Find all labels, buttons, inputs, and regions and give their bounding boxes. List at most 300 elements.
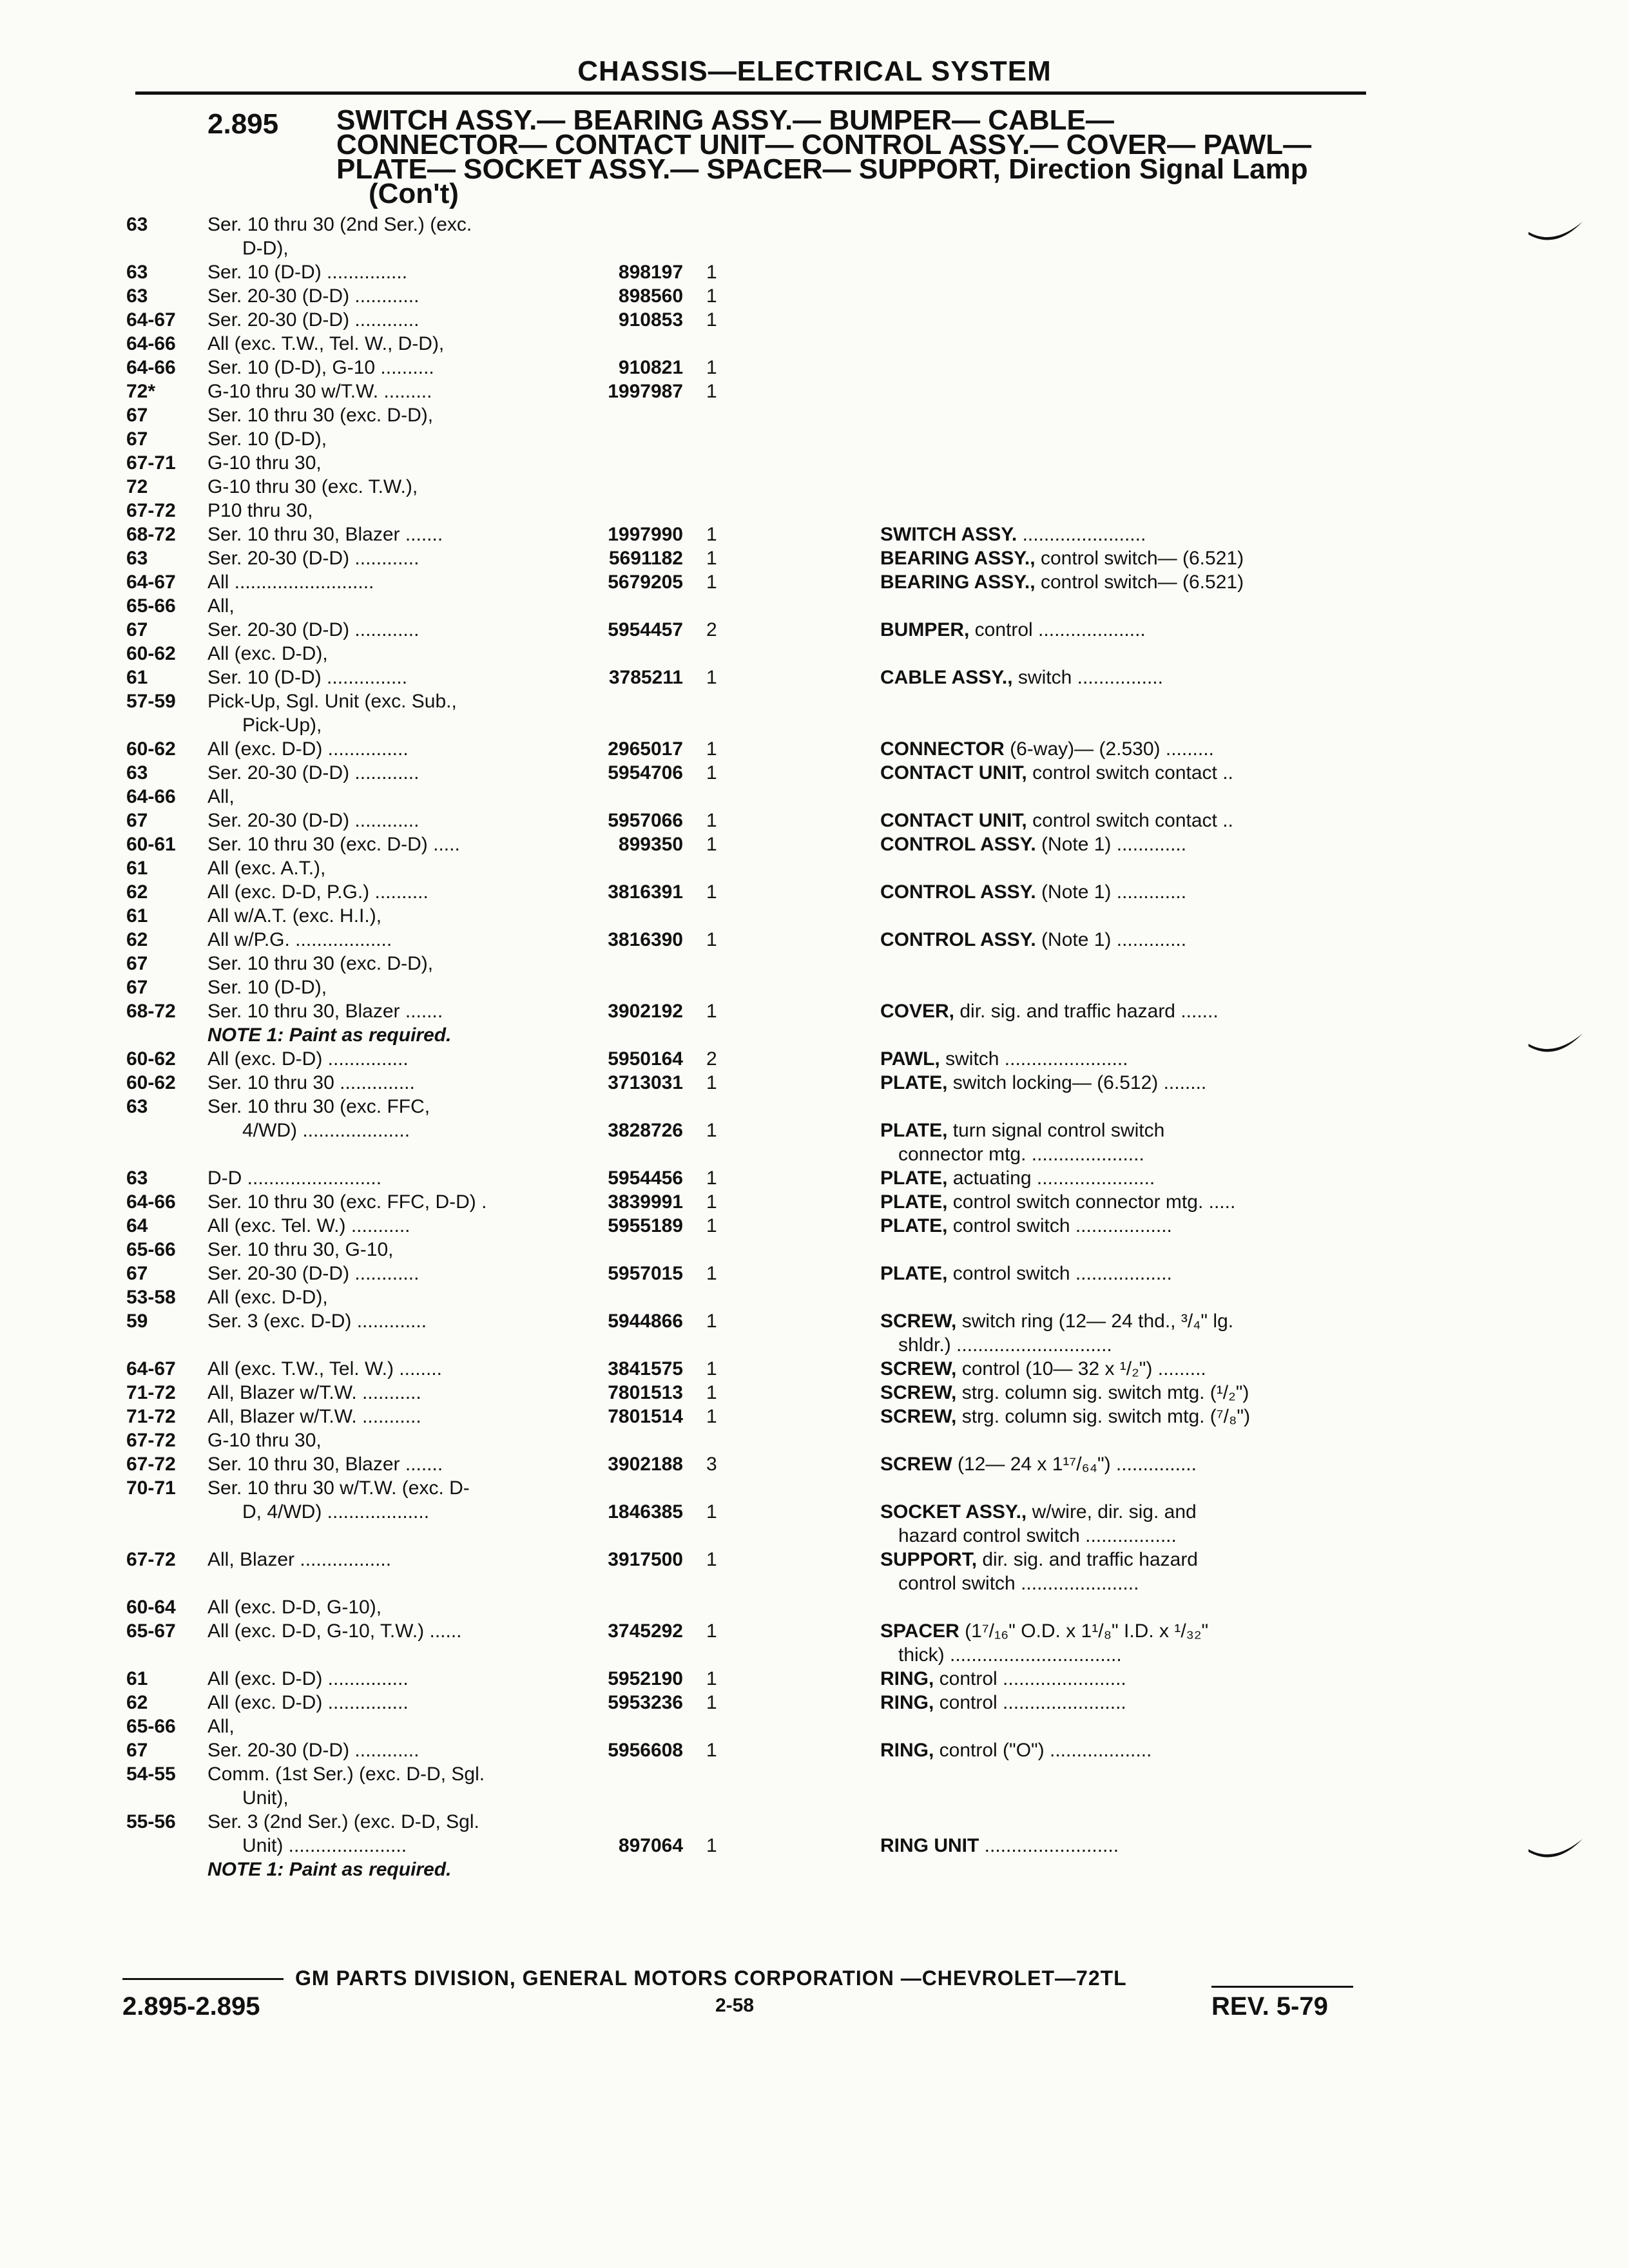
part-number: 3816391: [608, 881, 683, 903]
model-years: 62: [126, 881, 148, 903]
quantity: 1: [706, 1358, 717, 1379]
table-row: [0, 1166, 1629, 1190]
model-years: 63: [126, 548, 148, 569]
application-description: All w/P.G. ..................: [207, 929, 392, 950]
table-row: [0, 999, 1629, 1023]
table-row: [0, 1142, 1629, 1166]
table-row: [0, 1476, 1629, 1500]
table-row: [0, 1691, 1629, 1715]
part-name-detail: .........................: [979, 1835, 1119, 1856]
part-name-detail: control switch ..................: [947, 1263, 1172, 1284]
section-title-line: CONNECTOR— CONTACT UNIT— CONTROL ASSY.— COVER— PAWL—: [336, 129, 1312, 160]
table-row: [0, 236, 1629, 260]
part-name-detail: dir. sig. and traffic hazard: [977, 1549, 1198, 1570]
part-name-primary: SCREW,: [880, 1358, 957, 1379]
table-row: [0, 1285, 1629, 1309]
table-row: [0, 880, 1629, 904]
part-name-detail: (Note 1) .............: [1036, 834, 1187, 855]
model-years: 68-72: [126, 524, 176, 545]
part-number: 3785211: [608, 667, 683, 688]
quantity: 1: [706, 1168, 717, 1189]
application-description: All (exc. D-D) ...............: [207, 1692, 409, 1713]
application-description: Ser. 10 thru 30 (exc. D-D) .....: [207, 834, 460, 855]
application-description: Ser. 10 thru 30, G-10,: [207, 1239, 394, 1260]
part-name: [898, 1571, 1369, 1595]
model-years: 71-72: [126, 1406, 176, 1427]
quantity: 1: [706, 1120, 717, 1141]
footer-rule-right: [1211, 1986, 1353, 1988]
part-name: [880, 1619, 1351, 1643]
model-years: 67-72: [126, 1430, 176, 1451]
part-name: [880, 1500, 1351, 1524]
note-text: NOTE 1: Paint as required.: [207, 1024, 452, 1046]
part-number: 5954457: [608, 619, 683, 640]
application-description: G-10 thru 30 w/T.W. .........: [207, 381, 432, 402]
part-number: 898560: [618, 285, 683, 307]
part-name-detail: control switch ......................: [898, 1573, 1139, 1594]
application-description: Ser. 20-30 (D-D) ............: [207, 548, 419, 569]
part-name: [898, 1643, 1369, 1667]
part-name: [880, 570, 1351, 594]
model-years: 64-67: [126, 309, 176, 331]
part-number: 899350: [618, 834, 683, 855]
table-row: [0, 403, 1629, 427]
part-name: [880, 1119, 1351, 1142]
table-row: [0, 928, 1629, 952]
table-row: [0, 666, 1629, 689]
model-years: 60-62: [126, 1048, 176, 1070]
model-years: 64-66: [126, 357, 176, 378]
part-name-detail: .......................: [1017, 524, 1146, 545]
table-row: [0, 1190, 1629, 1214]
application-description: Ser. 10 (D-D),: [207, 977, 327, 998]
binder-mark-icon: [1527, 1031, 1585, 1063]
application-description: All (exc. D-D) ...............: [207, 1668, 409, 1689]
part-name-primary: CONNECTOR: [880, 738, 1005, 760]
application-description: Unit) ......................: [242, 1835, 407, 1856]
model-years: 57-59: [126, 691, 176, 712]
quantity: 1: [706, 309, 717, 331]
quantity: 2: [706, 619, 717, 640]
table-row: [0, 1428, 1629, 1452]
model-years: 63: [126, 285, 148, 307]
application-description: D, 4/WD) ...................: [242, 1501, 430, 1523]
part-number: 910821: [618, 357, 683, 378]
table-row: [0, 809, 1629, 832]
model-years: 67: [126, 810, 148, 831]
model-years: 60-62: [126, 738, 176, 760]
application-description: All (exc. T.W., Tel. W.) ........: [207, 1358, 442, 1379]
quantity: 1: [706, 1692, 717, 1713]
part-name-detail: control .......................: [934, 1668, 1126, 1689]
application-description: All (exc. D-D),: [207, 643, 328, 664]
part-name: [880, 1309, 1351, 1333]
application-description: All,: [207, 595, 235, 617]
model-years: 67: [126, 1740, 148, 1761]
part-number: 5954706: [608, 762, 683, 783]
table-row: [0, 1571, 1629, 1595]
quantity: 1: [706, 834, 717, 855]
quantity: 1: [706, 1382, 717, 1403]
application-description: P10 thru 30,: [207, 500, 313, 521]
quantity: 1: [706, 667, 717, 688]
part-name: [880, 1738, 1351, 1762]
part-name: [898, 1142, 1369, 1166]
part-name-primary: SOCKET ASSY.,: [880, 1501, 1027, 1523]
table-row: [0, 1715, 1629, 1738]
part-number: 898197: [618, 262, 683, 283]
quantity: 3: [706, 1454, 717, 1475]
model-years: 67-72: [126, 1549, 176, 1570]
quantity: 1: [706, 738, 717, 760]
quantity: 2: [706, 1048, 717, 1070]
application-description: All, Blazer .................: [207, 1549, 392, 1570]
section-title-line: PLATE— SOCKET ASSY.— SPACER— SUPPORT, Direction Signal Lamp: [336, 153, 1308, 185]
table-row: [0, 618, 1629, 642]
part-name-detail: switch .......................: [940, 1048, 1128, 1070]
part-name-detail: shldr.) .............................: [898, 1334, 1112, 1356]
table-row: [0, 356, 1629, 380]
part-number: 5955189: [608, 1215, 683, 1236]
model-years: 67: [126, 953, 148, 974]
part-name-primary: CONTACT UNIT,: [880, 810, 1027, 831]
part-name-primary: BEARING ASSY.,: [880, 572, 1036, 593]
model-years: 65-66: [126, 1239, 176, 1260]
table-row: [0, 1119, 1629, 1142]
application-description: All, Blazer w/T.W. ...........: [207, 1382, 421, 1403]
table-row: [0, 642, 1629, 666]
part-name: [880, 1381, 1351, 1405]
model-years: 64-67: [126, 1358, 176, 1379]
table-row: [0, 570, 1629, 594]
part-name-primary: CABLE ASSY.,: [880, 667, 1013, 688]
part-name-detail: dir. sig. and traffic hazard .......: [954, 1001, 1219, 1022]
table-row: [0, 1548, 1629, 1571]
application-description: Ser. 10 thru 30 (exc. FFC, D-D) .: [207, 1191, 487, 1213]
part-number: 5954456: [608, 1168, 683, 1189]
quantity: 1: [706, 1668, 717, 1689]
part-name-detail: (Note 1) .............: [1036, 881, 1187, 903]
table-row: [0, 1452, 1629, 1476]
quantity: 1: [706, 381, 717, 402]
model-years: 61: [126, 1668, 148, 1689]
application-description: Ser. 3 (2nd Ser.) (exc. D-D, Sgl.: [207, 1811, 479, 1832]
table-row: [0, 308, 1629, 332]
application-description: Ser. 10 thru 30 (2nd Ser.) (exc.: [207, 214, 472, 235]
part-name: [898, 1333, 1369, 1357]
part-number: 5950164: [608, 1048, 683, 1070]
binder-mark-icon: [1527, 219, 1585, 251]
part-name-detail: turn signal control switch: [947, 1120, 1165, 1141]
table-row: [0, 761, 1629, 785]
model-years: 62: [126, 1692, 148, 1713]
part-name: [880, 1262, 1351, 1285]
part-name-detail: control .......................: [934, 1692, 1126, 1713]
application-description: Unit),: [242, 1787, 289, 1809]
quantity: 1: [706, 1001, 717, 1022]
model-years: 60-62: [126, 643, 176, 664]
table-row: [0, 785, 1629, 809]
section-title: [336, 104, 1380, 209]
table-row: [0, 1524, 1629, 1548]
table-row: [0, 1023, 1629, 1047]
part-name: [880, 1691, 1351, 1715]
application-description: Ser. 10 (D-D), G-10 ..........: [207, 357, 434, 378]
part-name: [880, 1667, 1351, 1691]
model-years: 62: [126, 929, 148, 950]
section-title-line: (Con't): [369, 178, 459, 209]
application-description: Pick-Up, Sgl. Unit (exc. Sub.,: [207, 691, 457, 712]
model-years: 72*: [126, 381, 156, 402]
table-row: [0, 952, 1629, 975]
part-name: [880, 928, 1351, 952]
model-years: 60-61: [126, 834, 176, 855]
table-row: [0, 1214, 1629, 1238]
table-row: [0, 1667, 1629, 1691]
quantity: 1: [706, 357, 717, 378]
application-description: G-10 thru 30,: [207, 452, 322, 474]
model-years: 60-62: [126, 1072, 176, 1093]
application-description: Ser. 10 thru 30, Blazer .......: [207, 524, 443, 545]
part-name-detail: control switch— (6.521): [1035, 548, 1244, 569]
part-name-detail: control switch— (6.521): [1035, 572, 1244, 593]
quantity: 1: [706, 1215, 717, 1236]
application-description: D-D .........................: [207, 1168, 382, 1189]
application-description: Ser. 20-30 (D-D) ............: [207, 1740, 419, 1761]
table-row: [0, 1357, 1629, 1381]
model-years: 71-72: [126, 1382, 176, 1403]
model-years: 67: [126, 619, 148, 640]
table-row: [0, 260, 1629, 284]
application-description: All, Blazer w/T.W. ...........: [207, 1406, 421, 1427]
quantity: 1: [706, 1549, 717, 1570]
part-number: 7801513: [608, 1382, 683, 1403]
table-row: [0, 856, 1629, 880]
table-row: [0, 1262, 1629, 1285]
part-name-detail: (6-way)— (2.530) .........: [1004, 738, 1214, 760]
table-row: [0, 1333, 1629, 1357]
part-number: 3917500: [608, 1549, 683, 1570]
quantity: 1: [706, 1263, 717, 1284]
part-name: [898, 1524, 1369, 1548]
part-name: [880, 618, 1351, 642]
part-name-detail: strg. column sig. switch mtg. (¹/₂"): [956, 1382, 1249, 1403]
table-row: [0, 713, 1629, 737]
part-name-primary: SCREW,: [880, 1311, 957, 1332]
part-number: 5944866: [608, 1311, 683, 1332]
quantity: 1: [706, 762, 717, 783]
model-years: 63: [126, 1096, 148, 1117]
table-row: [0, 594, 1629, 618]
part-name-primary: RING,: [880, 1668, 934, 1689]
part-name-primary: SCREW,: [880, 1406, 957, 1427]
application-description: Ser. 10 (D-D),: [207, 428, 327, 450]
table-row: [0, 427, 1629, 451]
part-number: 3902192: [608, 1001, 683, 1022]
part-name: [880, 1548, 1351, 1571]
table-row: [0, 475, 1629, 499]
application-description: Comm. (1st Ser.) (exc. D-D, Sgl.: [207, 1763, 485, 1785]
note-text: NOTE 1: Paint as required.: [207, 1859, 452, 1880]
model-years: 72: [126, 476, 148, 497]
part-name-detail: hazard control switch .................: [898, 1525, 1177, 1546]
application-description: Ser. 20-30 (D-D) ............: [207, 619, 419, 640]
application-description: All (exc. Tel. W.) ...........: [207, 1215, 410, 1236]
part-number: 5956608: [608, 1740, 683, 1761]
model-years: 68-72: [126, 1001, 176, 1022]
part-name-primary: RING,: [880, 1692, 934, 1713]
part-name: [880, 1357, 1351, 1381]
application-description: Ser. 10 thru 30 w/T.W. (exc. D-: [207, 1477, 470, 1499]
table-row: [0, 1238, 1629, 1262]
model-years: 64-66: [126, 786, 176, 807]
model-years: 61: [126, 905, 148, 927]
table-row: [0, 975, 1629, 999]
table-row: [0, 1500, 1629, 1524]
footer-page-number: 2-58: [715, 1995, 755, 2016]
part-name-detail: control switch connector mtg. .....: [947, 1191, 1236, 1213]
part-name-detail: control switch ..................: [947, 1215, 1172, 1236]
part-name-detail: connector mtg. .....................: [898, 1144, 1144, 1165]
part-name-detail: control switch contact ..: [1027, 810, 1233, 831]
table-row: [0, 1405, 1629, 1428]
table-row: [0, 284, 1629, 308]
part-name-detail: (Note 1) .............: [1036, 929, 1187, 950]
part-number: 3839991: [608, 1191, 683, 1213]
application-description: All (exc. T.W., Tel. W., D-D),: [207, 333, 445, 354]
part-name-primary: PLATE,: [880, 1168, 948, 1189]
part-number: 5679205: [608, 572, 683, 593]
part-name: [880, 737, 1351, 761]
model-years: 64-66: [126, 1191, 176, 1213]
application-description: All (exc. D-D, G-10),: [207, 1597, 382, 1618]
application-description: All w/A.T. (exc. H.I.),: [207, 905, 382, 927]
model-years: 54-55: [126, 1763, 176, 1785]
part-name-primary: PLATE,: [880, 1072, 948, 1093]
application-description: Ser. 20-30 (D-D) ............: [207, 810, 419, 831]
section-title-line: SWITCH ASSY.— BEARING ASSY.— BUMPER— CABLE—: [336, 104, 1114, 136]
part-number: 2965017: [608, 738, 683, 760]
model-years: 61: [126, 667, 148, 688]
part-name: [880, 546, 1351, 570]
part-number: 1997990: [608, 524, 683, 545]
model-years: 67-71: [126, 452, 176, 474]
application-description: Ser. 10 (D-D) ...............: [207, 262, 408, 283]
model-years: 63: [126, 262, 148, 283]
part-name: [880, 809, 1351, 832]
application-description: Ser. 10 thru 30 (exc. D-D),: [207, 405, 434, 426]
part-name-primary: PLATE,: [880, 1263, 948, 1284]
application-description: Ser. 3 (exc. D-D) .............: [207, 1311, 427, 1332]
model-years: 67: [126, 977, 148, 998]
quantity: 1: [706, 1740, 717, 1761]
application-description: All (exc. D-D) ...............: [207, 1048, 409, 1070]
model-years: 70-71: [126, 1477, 176, 1499]
application-description: All (exc. D-D, P.G.) ..........: [207, 881, 429, 903]
part-number: 5957015: [608, 1263, 683, 1284]
quantity: 1: [706, 285, 717, 307]
table-row: [0, 1619, 1629, 1643]
application-description: 4/WD) ....................: [242, 1120, 410, 1141]
application-description: G-10 thru 30 (exc. T.W.),: [207, 476, 418, 497]
part-number: 1846385: [608, 1501, 683, 1523]
model-years: 53-58: [126, 1287, 176, 1308]
table-row: [0, 1643, 1629, 1667]
model-years: 65-66: [126, 1716, 176, 1737]
quantity: 1: [706, 262, 717, 283]
part-name: [880, 1166, 1351, 1190]
quantity: 1: [706, 881, 717, 903]
part-number: 7801514: [608, 1406, 683, 1427]
part-name-primary: PLATE,: [880, 1120, 948, 1141]
part-number: 3745292: [608, 1620, 683, 1642]
part-name-primary: PAWL,: [880, 1048, 940, 1070]
model-years: 67: [126, 1263, 148, 1284]
table-row: [0, 1381, 1629, 1405]
part-name-detail: strg. column sig. switch mtg. (⁷/₈"): [956, 1406, 1251, 1427]
quantity: 1: [706, 1620, 717, 1642]
part-name: [880, 761, 1351, 785]
part-number: 3841575: [608, 1358, 683, 1379]
table-row: [0, 1858, 1629, 1881]
model-years: 65-66: [126, 595, 176, 617]
application-description: Ser. 10 thru 30 (exc. D-D),: [207, 953, 434, 974]
part-name-primary: SWITCH ASSY.: [880, 524, 1017, 545]
part-name-primary: CONTROL ASSY.: [880, 929, 1036, 950]
quantity: 1: [706, 1406, 717, 1427]
table-row: [0, 1095, 1629, 1119]
table-row: [0, 499, 1629, 523]
part-name-detail: actuating ......................: [947, 1168, 1155, 1189]
part-number: 1997987: [608, 381, 683, 402]
part-name-primary: COVER,: [880, 1001, 955, 1022]
table-row: [0, 1595, 1629, 1619]
model-years: 65-67: [126, 1620, 176, 1642]
footer-revision: REV. 5-79: [1211, 1992, 1328, 2021]
part-name-detail: control ("O") ...................: [934, 1740, 1152, 1761]
quantity: 1: [706, 810, 717, 831]
application-description: Ser. 10 thru 30 (exc. FFC,: [207, 1096, 430, 1117]
part-number: 5953236: [608, 1692, 683, 1713]
part-name-detail: (12— 24 x 1¹⁷/₆₄") ...............: [952, 1454, 1197, 1475]
table-row: [0, 523, 1629, 546]
page-header-title: CHASSIS—ELECTRICAL SYSTEM: [577, 55, 1052, 87]
part-number: 3713031: [608, 1072, 683, 1093]
model-years: 55-56: [126, 1811, 176, 1832]
table-row: [0, 904, 1629, 928]
application-description: Ser. 20-30 (D-D) ............: [207, 762, 419, 783]
table-row: [0, 1786, 1629, 1810]
table-row: [0, 737, 1629, 761]
part-name-detail: switch ring (12— 24 thd., ³/₄" lg.: [956, 1311, 1234, 1332]
table-row: [0, 546, 1629, 570]
part-number: 5691182: [608, 548, 683, 569]
application-description: Ser. 10 (D-D) ...............: [207, 667, 408, 688]
table-row: [0, 213, 1629, 236]
part-name-detail: switch locking— (6.512) ........: [947, 1072, 1207, 1093]
quantity: 1: [706, 1311, 717, 1332]
footer-rule-left: [122, 1978, 284, 1980]
quantity: 1: [706, 524, 717, 545]
model-years: 63: [126, 1168, 148, 1189]
model-years: 61: [126, 858, 148, 879]
table-row: [0, 1071, 1629, 1095]
part-name-primary: SCREW,: [880, 1382, 957, 1403]
quantity: 1: [706, 548, 717, 569]
part-name-detail: (1⁷/₁₆" O.D. x 1¹/₈" I.D. x ¹/₃₂": [959, 1620, 1209, 1642]
part-name: [880, 1047, 1351, 1071]
table-row: [0, 832, 1629, 856]
